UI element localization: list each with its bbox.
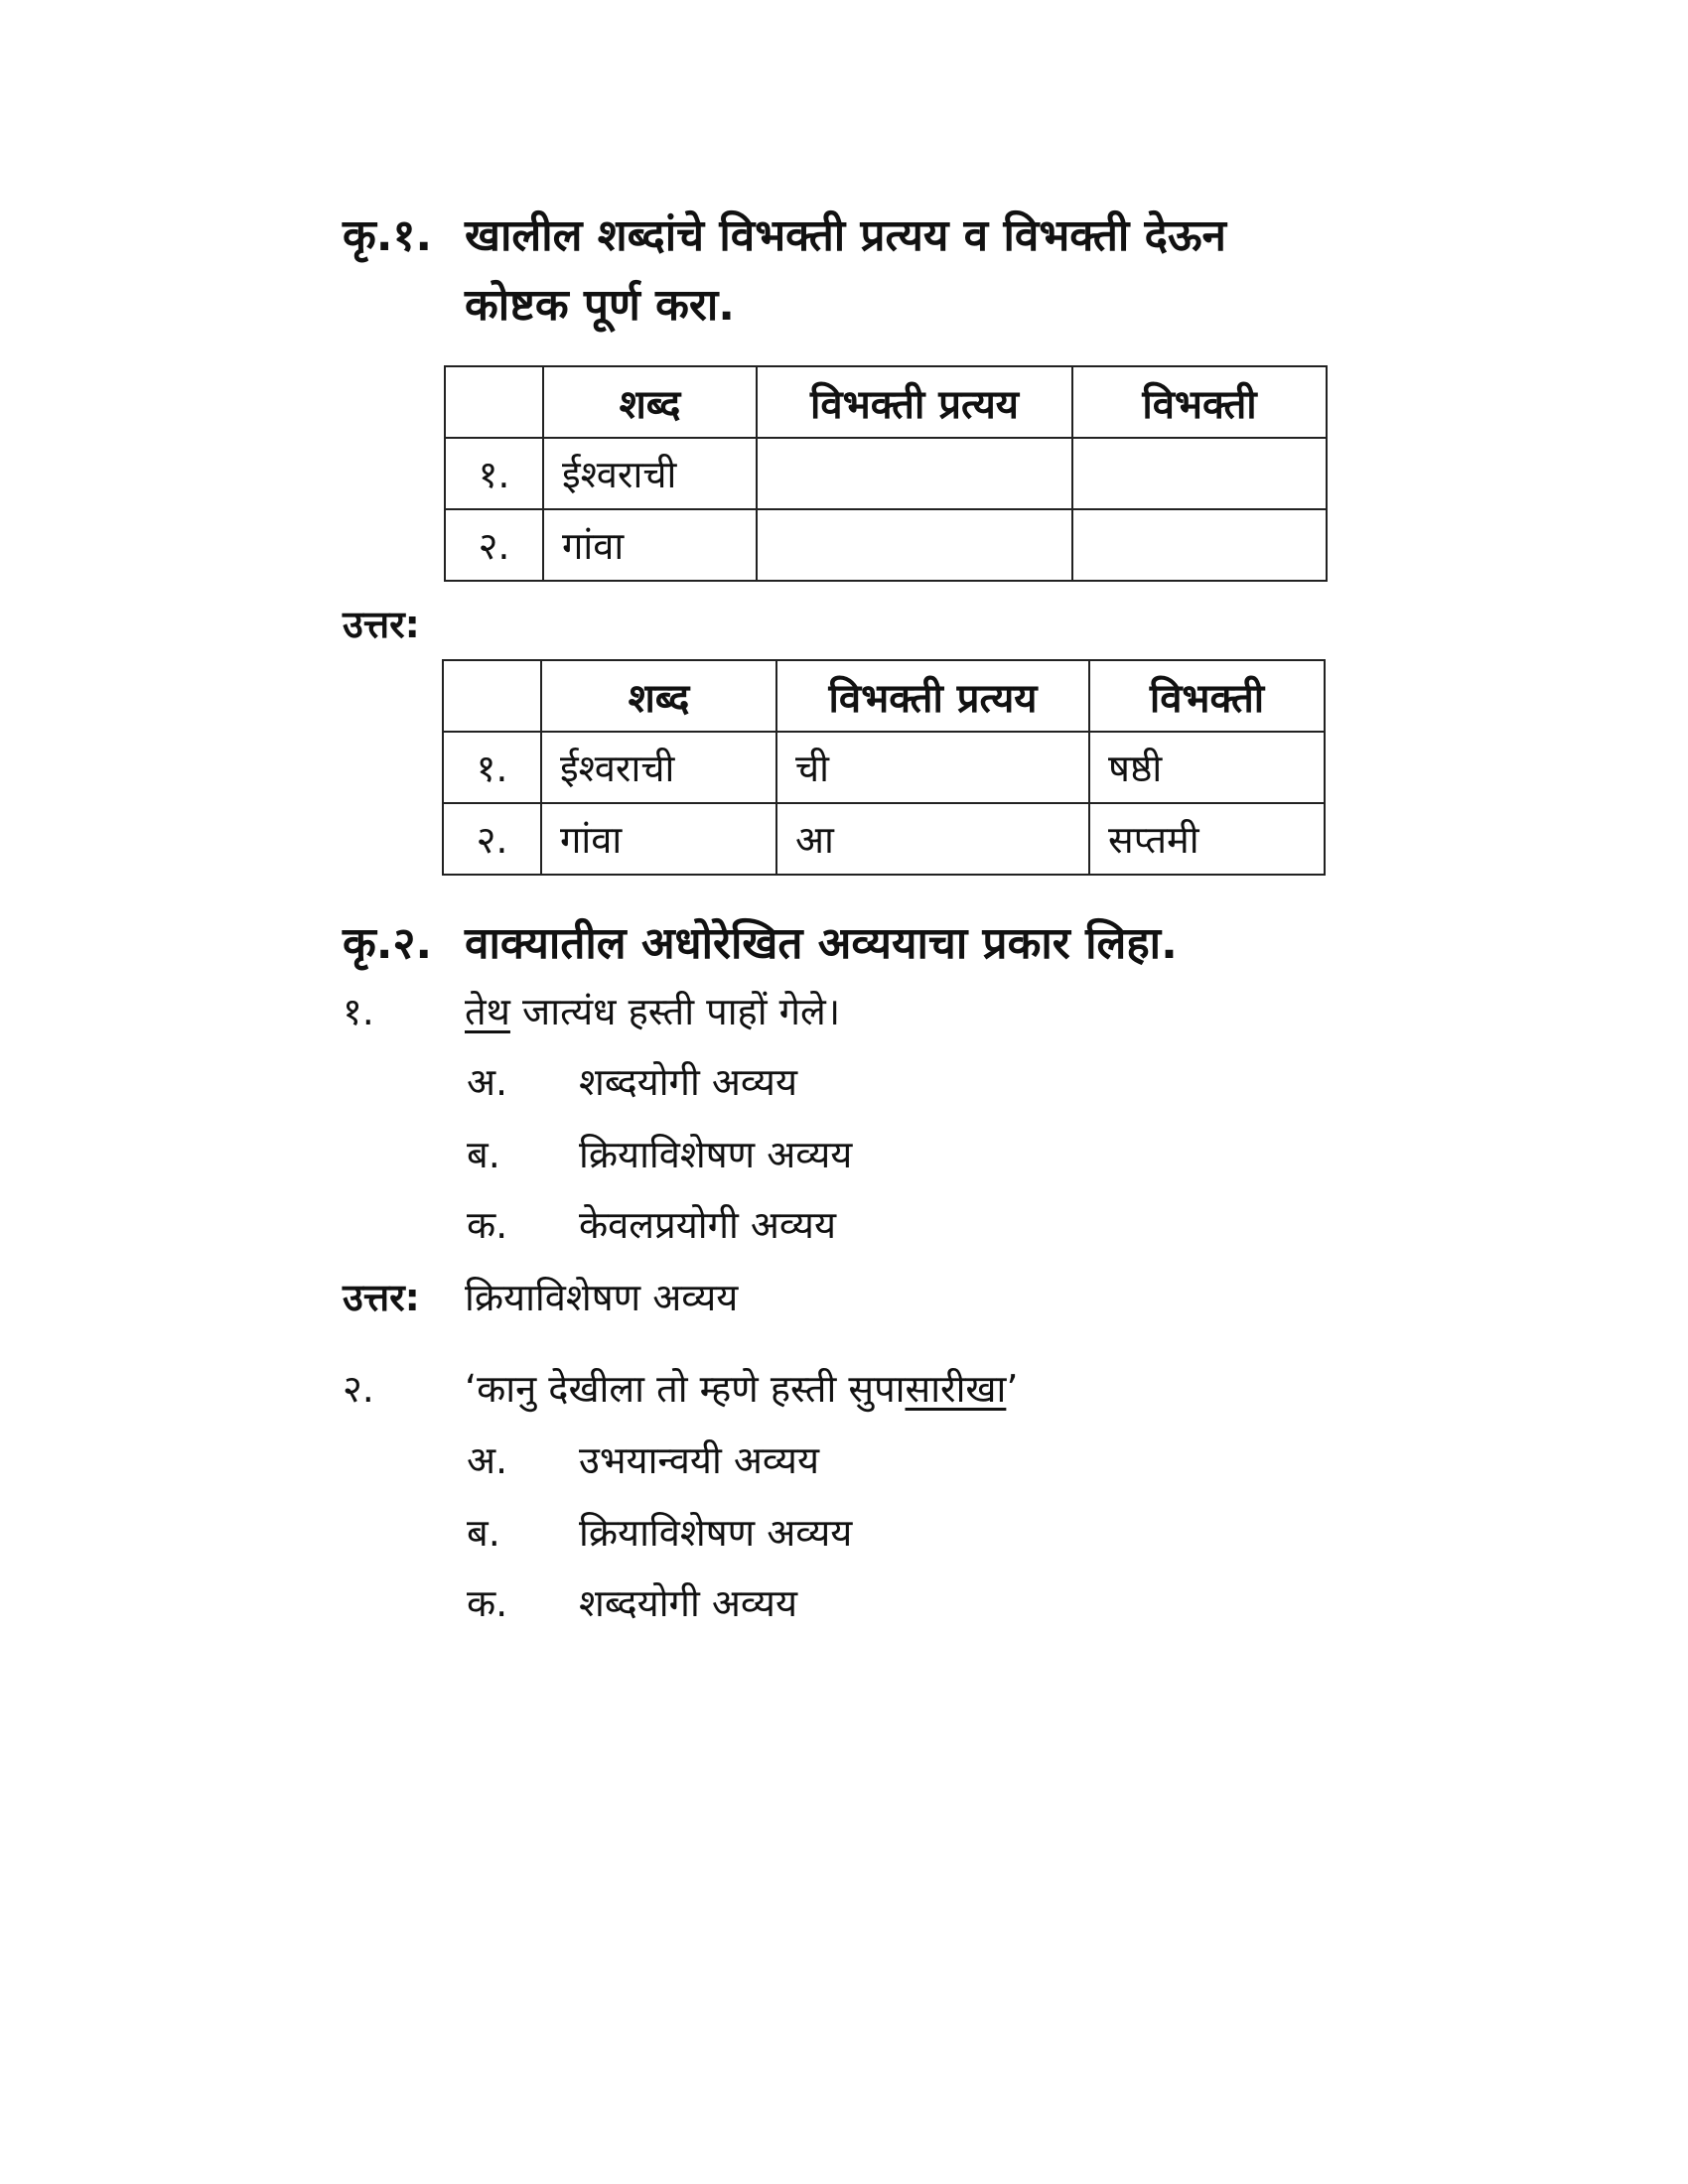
item-1-sentence-rest: जात्यंध हस्ती पाहों गेले। [509,990,841,1033]
item-1-option-a-text: शब्दयोगी अव्यय [579,1060,797,1104]
item-2-option-a-letter: अ. [467,1438,508,1482]
question-2-number: कृ.२. [343,918,433,969]
row-case [1072,438,1327,509]
answer-1-table [442,659,1326,876]
question-1-answer-label: उत्तर: [343,603,420,646]
item-2-option-c-letter: क. [467,1581,508,1625]
item-2-number: २. [343,1367,374,1411]
item-2-sentence-after: ’ [1006,1367,1019,1411]
item-1-answer-label: उत्तर: [343,1276,420,1319]
header-cell-number [443,660,541,732]
row-word: गांवा [541,803,776,875]
header-cell-suffix: विभक्ती प्रत्यय [757,366,1072,438]
header-cell-suffix: विभक्ती प्रत्यय [776,660,1089,732]
item-1-sentence [465,985,840,1036]
table-header-row [445,366,1327,438]
row-number: २. [443,803,541,875]
row-word: ईश्वराची [541,732,776,803]
table-header-row [443,660,1325,732]
item-1-option-b-letter: ब. [467,1133,500,1176]
item-1-option-c-text: केवलप्रयोगी अव्यय [579,1203,837,1247]
item-2-option-b-letter: ब. [467,1511,500,1555]
row-word: गांवा [543,509,757,581]
item-2-underlined-word: सारीखा [905,1367,1007,1411]
row-case: सप्तमी [1089,803,1325,875]
question-2-text: वाक्यातील अधोरेखित अव्ययाचा प्रकार लिहा. [465,918,1178,969]
item-1-option-c-letter: क. [467,1203,508,1247]
row-case [1072,509,1327,581]
row-word: ईश्वराची [543,438,757,509]
row-case: षष्ठी [1089,732,1325,803]
question-1-table [444,365,1328,582]
table-row [443,732,1325,803]
row-number: १. [443,732,541,803]
row-suffix [757,509,1072,581]
row-suffix [757,438,1072,509]
item-2-option-b-text: क्रियाविशेषण अव्यय [579,1511,853,1555]
item-2-option-c-text: शब्दयोगी अव्यय [579,1581,797,1625]
row-number: २. [445,509,543,581]
header-cell-word: शब्द [543,366,757,438]
question-1-number: कृ.१. [343,210,433,261]
row-suffix: ची [776,732,1089,803]
header-cell-word: शब्द [541,660,776,732]
question-1-text-line-1: खालील शब्दांचे विभक्ती प्रत्यय व विभक्ती देऊन [465,210,1226,261]
header-cell-case: विभक्ती [1089,660,1325,732]
item-2-sentence-before: ‘कानु देखीला तो म्हणे हस्ती सुपा [465,1367,906,1411]
question-1-text-line-2: कोष्टक पूर्ण करा. [465,280,736,331]
row-suffix: आ [776,803,1089,875]
row-number: १. [445,438,543,509]
item-2-option-a-text: उभयान्वयी अव्यय [579,1438,819,1482]
item-1-option-a-letter: अ. [467,1060,508,1104]
table-row [445,438,1327,509]
table-row [443,803,1325,875]
table-row [445,509,1327,581]
header-cell-number [445,366,543,438]
item-1-underlined-word: तेथ [465,990,510,1033]
item-1-number: १. [343,990,374,1033]
header-cell-case: विभक्ती [1072,366,1327,438]
item-1-answer: क्रियाविशेषण अव्यय [465,1276,739,1319]
item-2-sentence [465,1362,1018,1414]
item-1-option-b-text: क्रियाविशेषण अव्यय [579,1133,853,1176]
